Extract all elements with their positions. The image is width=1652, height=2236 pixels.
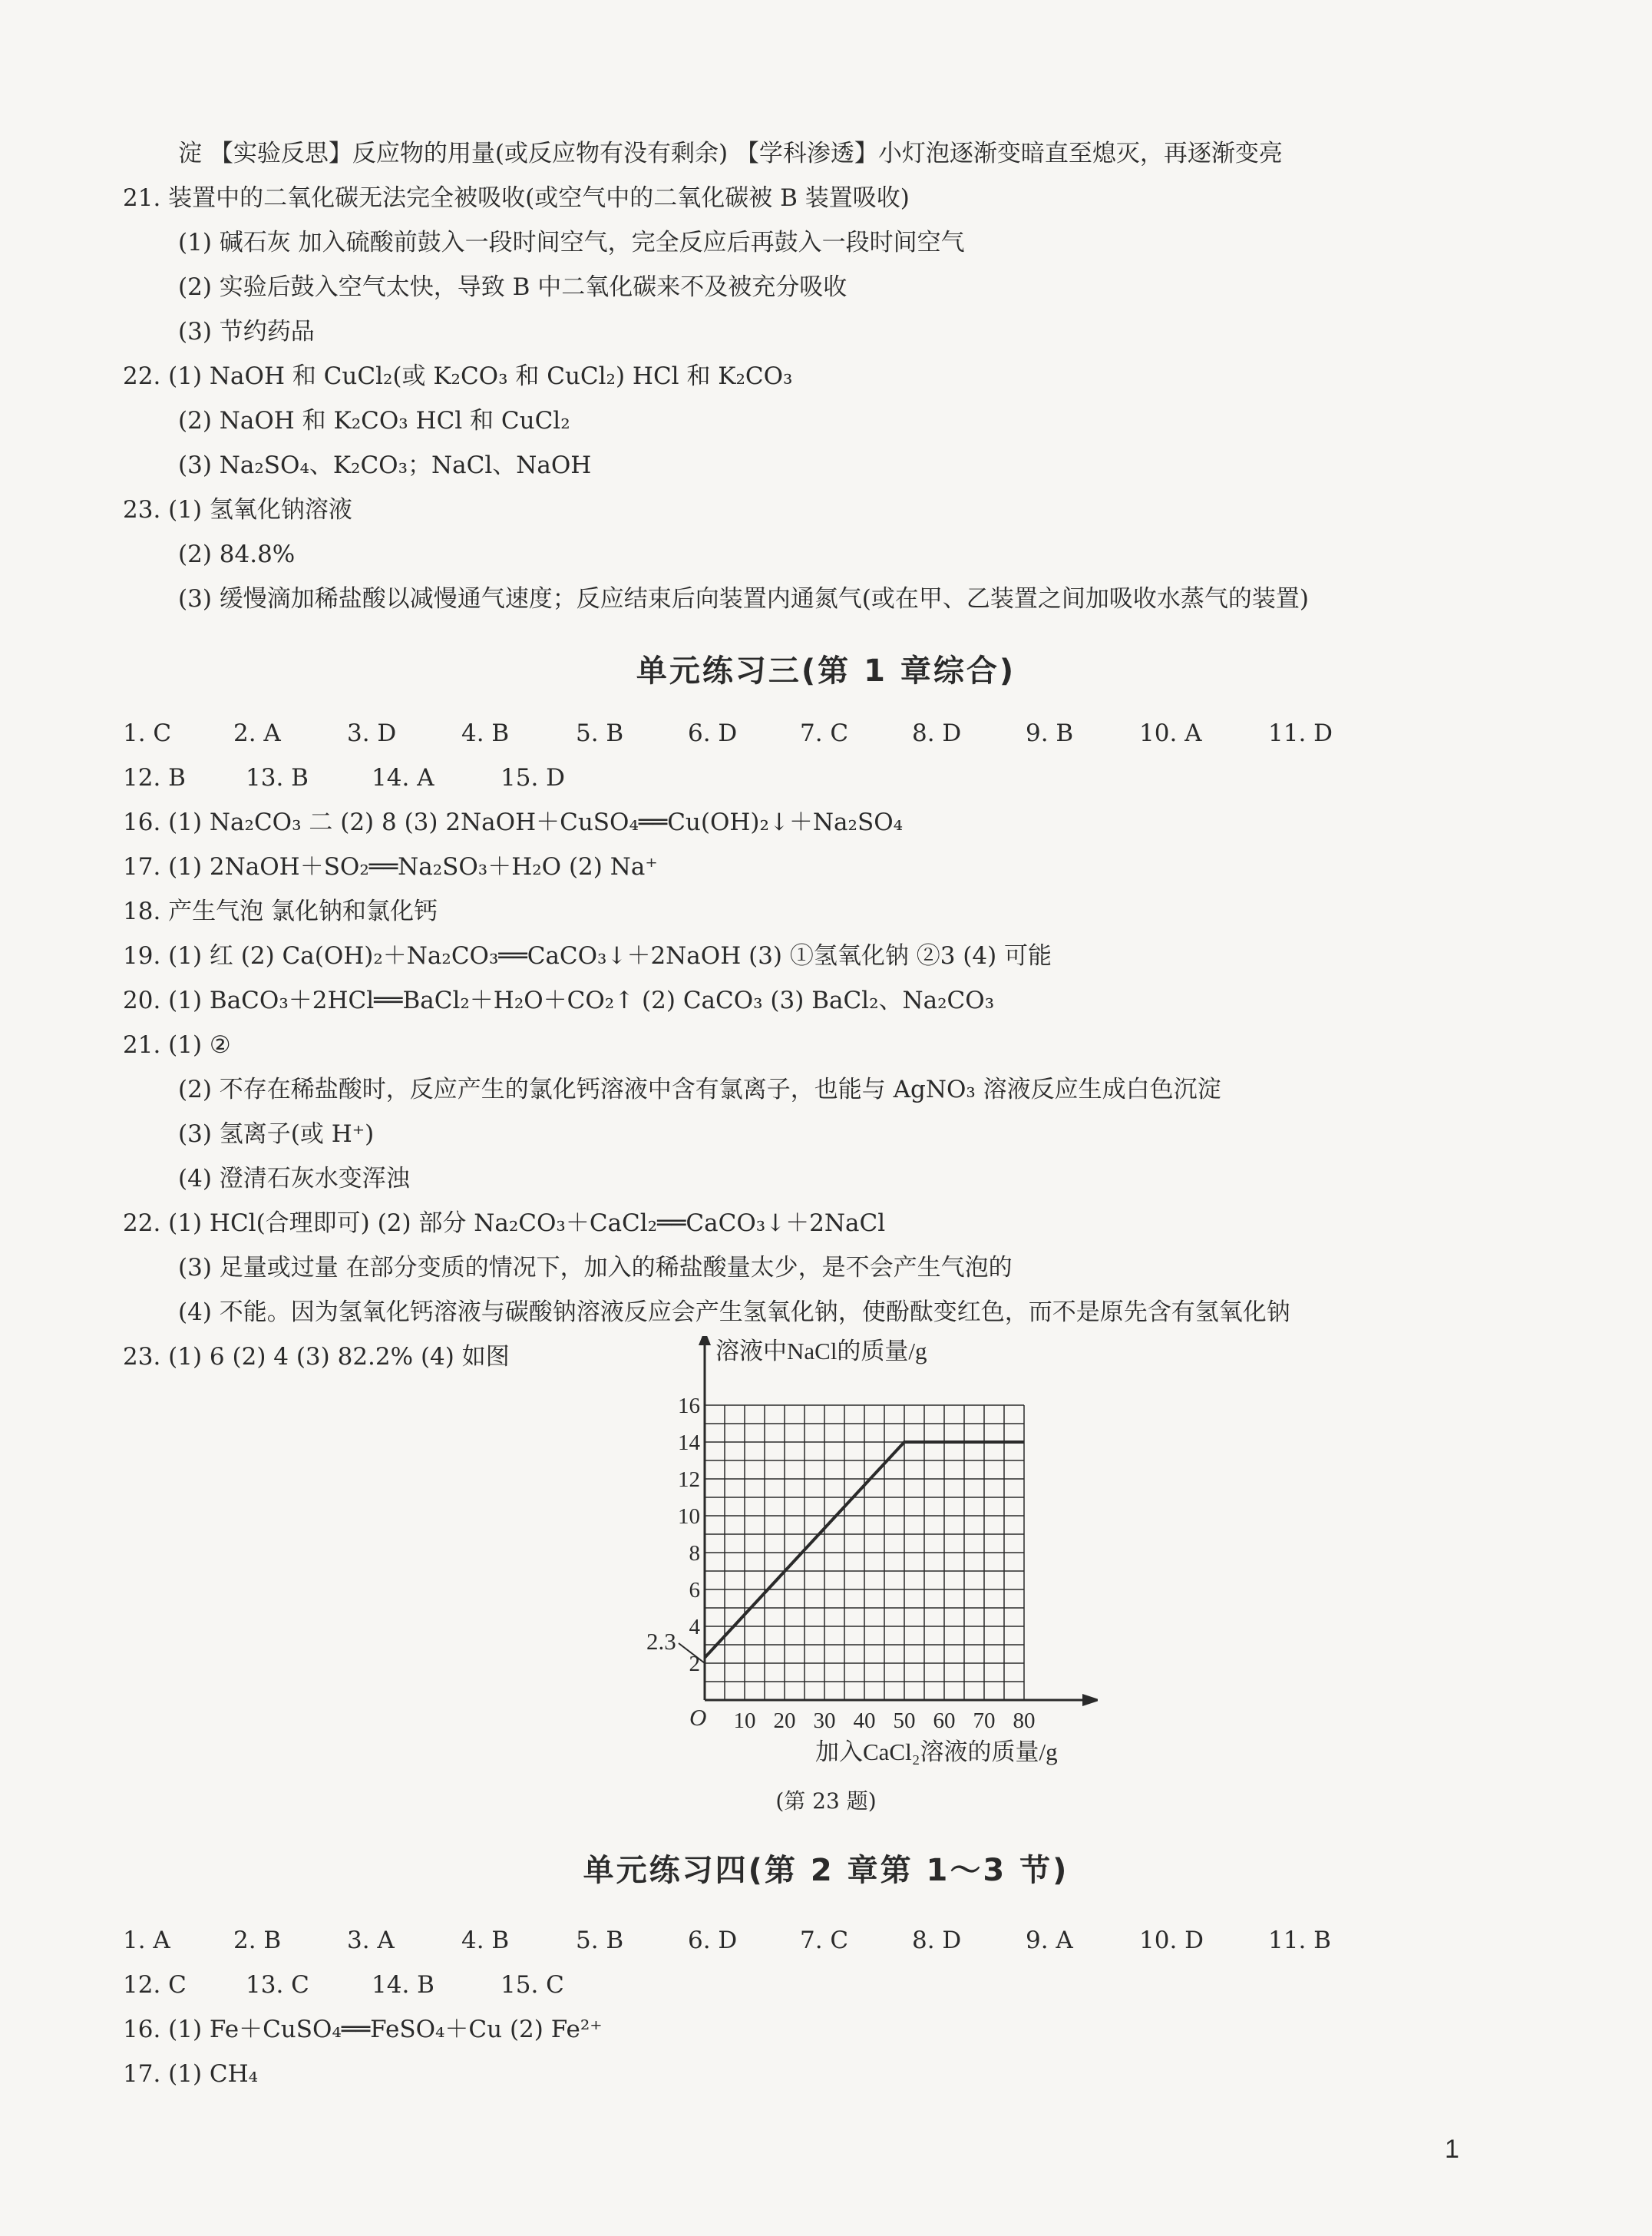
text-line: (2) 84.8% (178, 541, 296, 568)
x-axis-label: 加入CaCl₂溶液的质量/g (815, 1738, 1058, 1765)
text-line: 20. (1) BaCO₃＋2HCl══BaCl₂＋H₂O＋CO₂↑ (2) CaCO₃ (3) BaCl₂、Na₂CO₃ (123, 987, 995, 1014)
text-line: (3) 氢离子(或 H⁺) (178, 1120, 375, 1148)
text-line: (3) 缓慢滴加稀盐酸以减慢通气速度；反应结束后向装置内通氮气(或在甲、乙装置之间加吸收水蒸气的装置) (178, 585, 1309, 613)
mc-answer: 9. B (1026, 719, 1074, 747)
text-line: (2) 不存在稀盐酸时，反应产生的氯化钙溶液中含有氯离子，也能与 AgNO₃ 溶液反应生成白色沉淀 (178, 1076, 1221, 1103)
mc-answer: 15. D (501, 764, 566, 792)
y-axis-arrow (699, 1336, 711, 1345)
mc-answer: 2. A (233, 719, 281, 747)
mc-answer: 6. D (688, 719, 738, 747)
mc-answer: 14. B (372, 1971, 434, 1999)
chart-axes (699, 1336, 1098, 1706)
y-tick-label: 12 (678, 1467, 700, 1492)
text-line: 23. (1) 氢氧化钠溶液 (123, 496, 352, 524)
y-tick-label: 14 (678, 1431, 700, 1455)
mc-answer: 6. D (688, 1927, 738, 1954)
text-line: 17. (1) CH₄ (123, 2060, 259, 2088)
mc-answer: 4. B (461, 1927, 510, 1954)
text-line: 22. (1) NaOH 和 CuCl₂(或 K₂CO₃ 和 CuCl₂) HCl 和 K₂CO₃ (123, 362, 793, 390)
section-heading-unit4: 单元练习四(第 2 章第 1～3 节) (583, 1853, 1069, 1888)
text-line: 22. (1) HCl(合理即可) (2) 部分 Na₂CO₃＋CaCl₂══CaCO₃↓＋2NaCl (123, 1209, 886, 1237)
text-line: 16. (1) Na₂CO₃ 二 (2) 8 (3) 2NaOH＋CuSO₄══Cu(OH)₂↓＋Na₂SO₄ (123, 809, 904, 836)
text-line: (4) 澄清石灰水变浑浊 (178, 1165, 410, 1192)
text-line: 18. 产生气泡 氯化钠和氯化钙 (123, 898, 438, 925)
mc-answer: 4. B (461, 719, 510, 747)
x-axis-arrow (1082, 1694, 1098, 1706)
chart-grid (705, 1405, 1024, 1700)
section-heading-unit3: 单元练习三(第 1 章综合) (636, 653, 1016, 689)
x-tick-label: 60 (933, 1708, 956, 1733)
mc-answer: 1. C (123, 719, 172, 747)
text-line: (2) NaOH 和 K₂CO₃ HCl 和 CuCl₂ (178, 407, 570, 435)
x-tick-label: 50 (893, 1708, 916, 1733)
mc-answer: 8. D (912, 719, 962, 747)
text-line: 16. (1) Fe＋CuSO₄══FeSO₄＋Cu (2) Fe²⁺ (123, 2016, 603, 2043)
mc-answer: 3. A (347, 1927, 395, 1954)
text-line: 19. (1) 红 (2) Ca(OH)₂＋Na₂CO₃══CaCO₃↓＋2NaOH (3) ①氢氧化钠 ②3 (4) 可能 (123, 942, 1052, 970)
mc-answer: 1. A (123, 1927, 170, 1954)
mc-answer: 13. C (246, 1971, 309, 1999)
text-line: (4) 不能。因为氢氧化钙溶液与碳酸钠溶液反应会产生氢氧化钠，使酚酞变红色，而不是原先含有氢氧化钠 (178, 1298, 1290, 1326)
y-tick-label: 6 (689, 1578, 700, 1603)
figure-caption: (第 23 题) (775, 1788, 877, 1814)
origin-label: O (689, 1704, 707, 1731)
mc-answer: 11. B (1268, 1927, 1331, 1954)
text-line: (3) 节约药品 (178, 318, 315, 346)
y-tick-label: 16 (678, 1394, 700, 1418)
text-line: 21. (1) ② (123, 1031, 231, 1059)
text-line: 23. (1) 6 (2) 4 (3) 82.2% (4) 如图 (123, 1343, 510, 1371)
x-tick-label: 20 (773, 1708, 796, 1733)
page-number: 1 (1445, 2135, 1459, 2164)
x-tick-label: 70 (973, 1708, 996, 1733)
y-axis-label: 溶液中NaCl的质量/g (715, 1338, 927, 1364)
text-line: 17. (1) 2NaOH＋SO₂══Na₂SO₃＋H₂O (2) Na⁺ (123, 853, 658, 881)
y-tick-labels (678, 1394, 701, 1676)
text-line: 淀 【实验反思】反应物的用量(或反应物有没有剩余) 【学科渗透】小灯泡逐渐变暗直至熄灭，再逐渐变亮 (178, 140, 1283, 167)
mc-answer: 13. B (246, 764, 309, 792)
y-intercept-label: 2.3 (646, 1628, 676, 1655)
y-tick-label: 10 (678, 1504, 700, 1529)
y-tick-label: 2 (689, 1652, 700, 1676)
mc-answer: 5. B (576, 1927, 624, 1954)
mc-answer: 5. B (576, 719, 624, 747)
text-line: (3) 足量或过量 在部分变质的情况下，加入的稀盐酸量太少，是不会产生气泡的 (178, 1254, 1013, 1282)
y-tick-label: 4 (689, 1615, 700, 1639)
text-line: (2) 实验后鼓入空气太快，导致 B 中二氧化碳来不及被充分吸收 (178, 273, 847, 301)
text-line: 21. 装置中的二氧化碳无法完全被吸收(或空气中的二氧化碳被 B 装置吸收) (123, 184, 910, 212)
mc-answer: 10. D (1139, 1927, 1204, 1954)
mc-answer: 3. D (347, 719, 397, 747)
x-tick-label: 30 (813, 1708, 836, 1733)
y-tick-label: 8 (689, 1541, 700, 1566)
x-tick-label: 40 (853, 1708, 876, 1733)
mc-answer: 7. C (800, 719, 849, 747)
mc-answer: 11. D (1268, 719, 1333, 747)
mc-answer: 15. C (501, 1971, 564, 1999)
text-line: (1) 碱石灰 加入硫酸前鼓入一段时间空气，完全反应后再鼓入一段时间空气 (178, 229, 965, 256)
mc-answer: 10. A (1139, 719, 1202, 747)
x-tick-labels (734, 1708, 1036, 1733)
mc-answer: 9. A (1026, 1927, 1073, 1954)
x-tick-label: 80 (1013, 1708, 1036, 1733)
nacl-mass-chart (606, 1336, 1098, 1781)
mc-answer: 7. C (800, 1927, 849, 1954)
mc-answer: 12. B (123, 764, 186, 792)
mc-answer: 14. A (372, 764, 434, 792)
mc-answer: 12. C (123, 1971, 187, 1999)
mc-answer: 8. D (912, 1927, 962, 1954)
text-line: (3) Na₂SO₄、K₂CO₃；NaCl、NaOH (178, 452, 592, 479)
mc-answer: 2. B (233, 1927, 282, 1954)
x-tick-label: 10 (733, 1708, 756, 1733)
